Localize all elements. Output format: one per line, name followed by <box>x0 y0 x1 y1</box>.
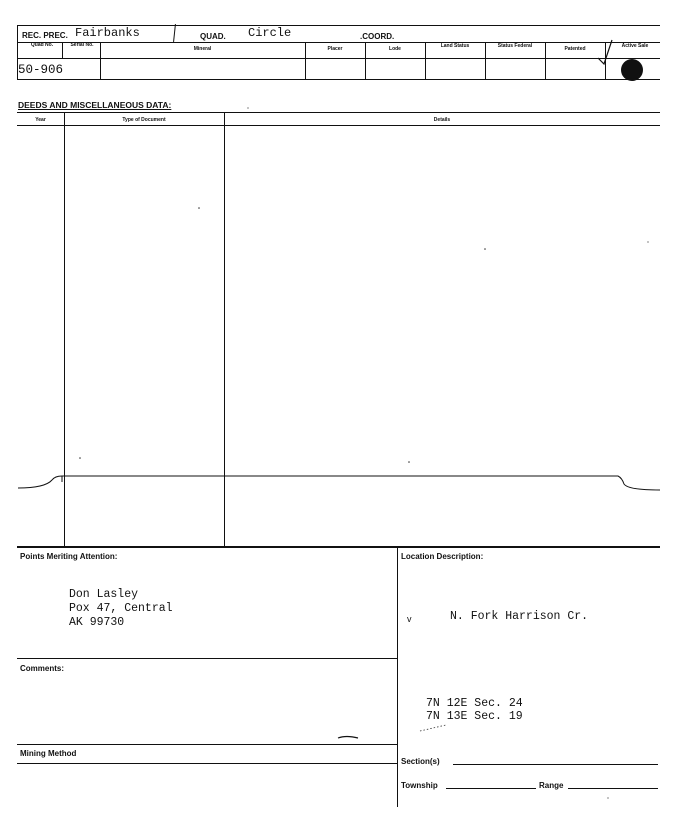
comments-mark <box>336 733 360 741</box>
range-label: Range <box>539 781 564 790</box>
col-land-status: Land Status <box>440 43 470 49</box>
col-details: Details <box>433 117 451 123</box>
quad-no-label: Quad No. <box>30 42 54 48</box>
points-line-2: Pox 47, Central <box>69 602 173 615</box>
location-mark: v <box>407 614 412 624</box>
col-mineral: Mineral <box>193 46 212 52</box>
quad-label: QUAD. <box>200 32 226 41</box>
quad-value: Circle <box>248 26 292 40</box>
dotted-mark <box>418 722 448 734</box>
section-line-1: 7N 12E Sec. 24 <box>426 697 523 710</box>
col-type-of-document: Type of Document <box>122 117 166 123</box>
deeds-title: DEEDS AND MISCELLANEOUS DATA: <box>18 100 172 110</box>
rec-prec-value: Fairbanks <box>75 26 140 40</box>
section-label: Section(s) <box>401 757 440 766</box>
section-line-2: 7N 13E Sec. 19 <box>426 710 523 723</box>
col-active-sale: Active Sale <box>621 43 649 49</box>
mining-label: Mining Method <box>20 749 77 758</box>
col-patented: Patented <box>564 46 586 52</box>
col-placer: Placer <box>327 46 343 52</box>
coord-label: .COORD. <box>360 32 395 41</box>
points-line-1: Don Lasley <box>69 588 139 601</box>
township-label: Township <box>401 781 438 790</box>
comments-label: Comments: <box>20 664 65 673</box>
col-year: Year <box>35 117 46 123</box>
col-status-federal: Status Federal <box>497 43 533 49</box>
serial-no-label: Serial No. <box>70 42 94 48</box>
quad-serial-value: 50-906 <box>18 63 64 77</box>
rec-prec-label: REC. PREC. <box>22 31 68 40</box>
location-label: Location Description: <box>401 552 484 561</box>
points-line-3: AK 99730 <box>69 616 125 629</box>
points-label: Points Meriting Attention: <box>20 552 118 561</box>
col-lode: Lode <box>389 46 401 52</box>
location-description: N. Fork Harrison Cr. <box>450 610 589 623</box>
